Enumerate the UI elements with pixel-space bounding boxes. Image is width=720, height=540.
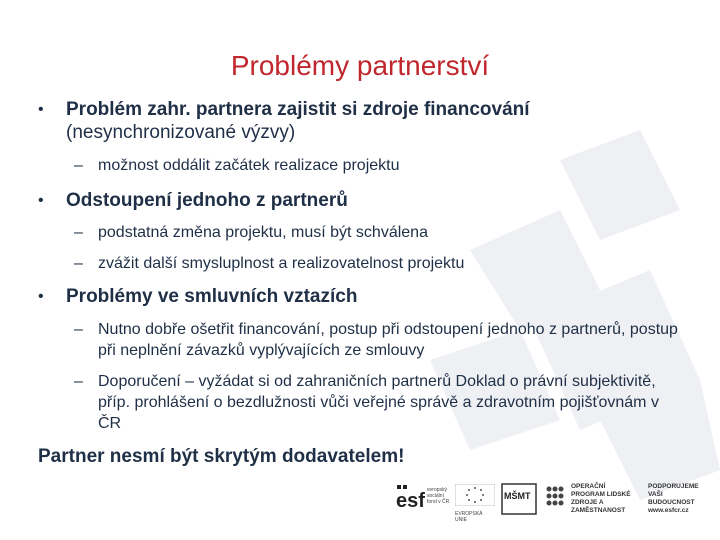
dash-glyph: – <box>74 157 83 174</box>
msmt-logo <box>501 483 537 515</box>
esf-caption: evropský sociální fond v ČR <box>427 487 450 505</box>
bullet-3-text: Problémy ve smluvních vztazích <box>66 286 358 307</box>
bullet-1-text: Problém zahr. partnera zajistit si zdroje financování <box>66 99 530 120</box>
svg-text:esf: esf <box>396 490 425 512</box>
dash-glyph: – <box>74 255 83 272</box>
bullet-3-sub-1-text: Nutno dobře ošetřit financování, postup při odstoupení jednoho z partnerů, postup při neplnění závazků vyplývajících ze smlouvy <box>98 321 678 359</box>
slide-title: Problémy partnerství <box>230 50 490 81</box>
bullet-glyph: • <box>38 101 44 118</box>
bullet-2-sub-1-text: podstatná změna projektu, musí být schválena <box>98 224 428 241</box>
bullet-1-subtext: (nesynchronizované výzvy) <box>66 122 296 143</box>
bullet-2-text: Odstoupení jednoho z partnerů <box>66 190 348 211</box>
esf-logo <box>395 483 451 515</box>
eu-flag-logo <box>455 484 495 523</box>
closing-statement: Partner nesmí být skrytým dodavatelem! <box>38 446 405 467</box>
eu-caption: EVROPSKÁ UNIE <box>455 511 483 523</box>
bullet-1-sub-1-text: možnost oddálit začátek realizace projektu <box>98 157 400 174</box>
dash-glyph: – <box>74 373 83 390</box>
bullet-2-sub-2-text: zvážit další smysluplnost a realizovatelnost projektu <box>98 255 465 272</box>
bullet-3-sub-2-text: Doporučení – vyžádat si od zahraničních partnerů Doklad o právní subjektivitě, příp. prohlášení o bezdlužnosti vůči veřejné správě a zdravotním pojišťovnám v ČR <box>98 373 659 432</box>
msmt-text: MŠMT <box>504 491 531 501</box>
dash-glyph: – <box>74 321 83 338</box>
op-logo <box>543 481 703 517</box>
bullet-glyph: • <box>38 192 44 209</box>
bullet-glyph: • <box>38 288 44 305</box>
op-program-text: OPERAČNÍ PROGRAM LIDSKÉ ZDROJE A ZAMĚSTNANOST <box>571 483 631 514</box>
dash-glyph: – <box>74 224 83 241</box>
esf-slogan-text: PODPORUJEME VAŠI BUDOUCNOST www.esfcr.cz <box>648 483 699 514</box>
logo-strip <box>395 481 699 523</box>
